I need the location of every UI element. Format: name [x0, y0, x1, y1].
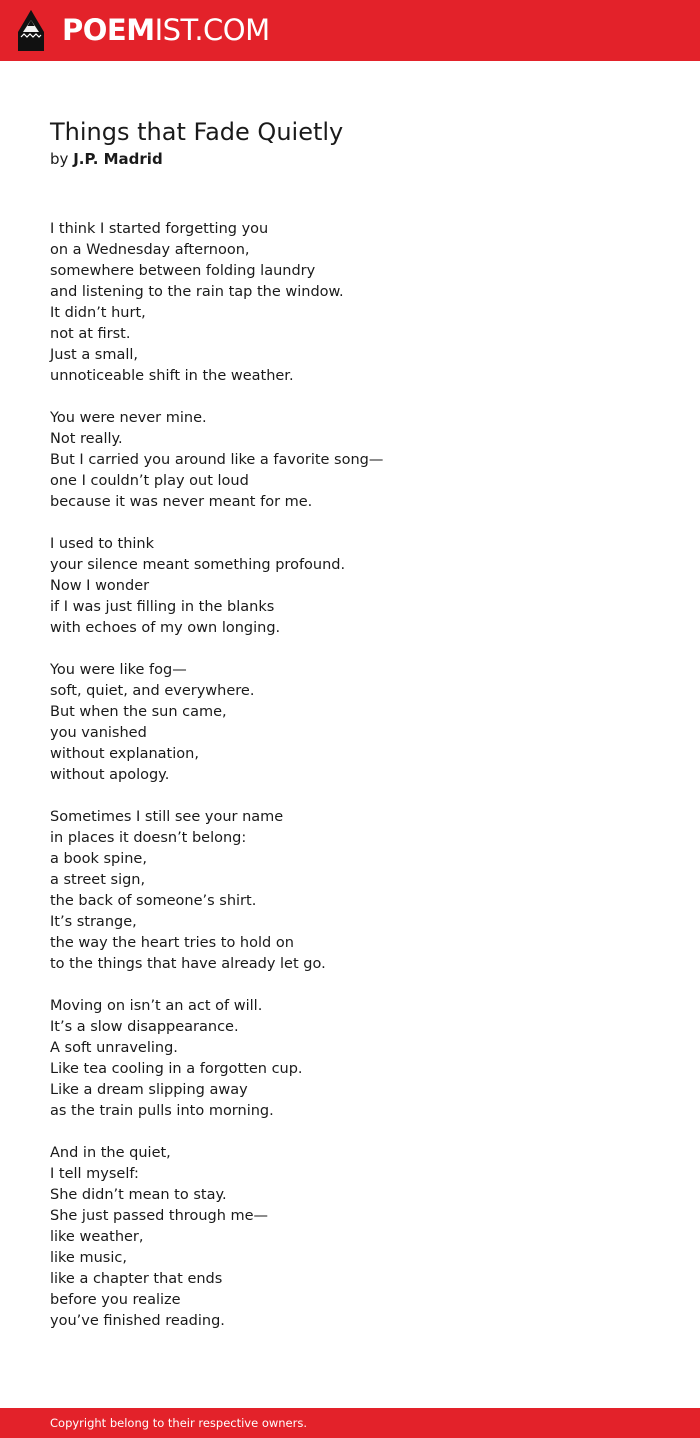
poem-line: It didn’t hurt, — [50, 305, 146, 321]
poem-line: You were like fog— — [50, 662, 187, 678]
poem-line: one I couldn’t play out loud — [50, 473, 249, 489]
poem-line: I tell myself: — [50, 1166, 139, 1182]
poem-line: the way the heart tries to hold on — [50, 935, 294, 951]
poem-line: like music, — [50, 1250, 127, 1266]
poem-line: as the train pulls into morning. — [50, 1103, 274, 1119]
logo-light-text: IST.COM — [154, 13, 270, 47]
poem-line: without apology. — [50, 767, 170, 783]
poem-line: on a Wednesday afternoon, — [50, 242, 250, 258]
poem-line: She didn’t mean to stay. — [50, 1187, 227, 1203]
poem-line: Like a dream slipping away — [50, 1082, 248, 1098]
poem-line: But I carried you around like a favorite song— — [50, 452, 384, 468]
poem-line: to the things that have already let go. — [50, 956, 326, 972]
poem-body — [50, 219, 650, 1353]
logo-bold-text: POEM — [62, 13, 155, 47]
poem-line: somewhere between folding laundry — [50, 263, 316, 279]
site-logo[interactable] — [62, 12, 270, 48]
poem-line: I think I started forgetting you — [50, 221, 269, 237]
poem-line: Like tea cooling in a forgotten cup. — [50, 1061, 303, 1077]
poem-line: You were never mine. — [50, 410, 207, 426]
poem-stanza — [50, 408, 650, 513]
poem-line: before you realize — [50, 1292, 181, 1308]
poem-line: you’ve finished reading. — [50, 1313, 225, 1329]
poem-stanza — [50, 807, 650, 975]
poem-line: if I was just filling in the blanks — [50, 599, 275, 615]
poem-stanza — [50, 996, 650, 1122]
byline-prefix: by — [50, 150, 69, 168]
poem-line: a street sign, — [50, 872, 146, 888]
copyright-text: Copyright belong to their respective owners. — [50, 1416, 308, 1430]
site-header — [0, 0, 700, 61]
poem-line: I used to think — [50, 536, 155, 552]
poem-line: It’s a slow disappearance. — [50, 1019, 239, 1035]
poem-line: not at first. — [50, 326, 131, 342]
poem-line: Not really. — [50, 431, 123, 447]
poem-line: She just passed through me— — [50, 1208, 269, 1224]
poem-line: with echoes of my own longing. — [50, 620, 281, 636]
poem-line: your silence meant something profound. — [50, 557, 346, 573]
pencil-logo-icon[interactable] — [18, 10, 44, 51]
poem-line: It’s strange, — [50, 914, 137, 930]
poem-stanza — [50, 1143, 650, 1332]
byline — [50, 149, 163, 169]
poem-line: like a chapter that ends — [50, 1271, 223, 1287]
poem-line: the back of someone’s shirt. — [50, 893, 257, 909]
poem-line: like weather, — [50, 1229, 144, 1245]
poem-line: without explanation, — [50, 746, 199, 762]
poem-line: Sometimes I still see your name — [50, 809, 284, 825]
poem-stanza — [50, 534, 650, 639]
poem-line: But when the sun came, — [50, 704, 227, 720]
poem-line: in places it doesn’t belong: — [50, 830, 247, 846]
poem-line: Moving on isn’t an act of will. — [50, 998, 263, 1014]
poem-line: soft, quiet, and everywhere. — [50, 683, 255, 699]
poem-line: a book spine, — [50, 851, 147, 867]
poem-title: Things that Fade Quietly — [50, 118, 344, 146]
poem-line: Now I wonder — [50, 578, 150, 594]
poem-line: and listening to the rain tap the window. — [50, 284, 344, 300]
poem-line: unnoticeable shift in the weather. — [50, 368, 294, 384]
poem-stanza — [50, 219, 650, 387]
poem-line: A soft unraveling. — [50, 1040, 178, 1056]
poem-line: because it was never meant for me. — [50, 494, 313, 510]
site-footer — [0, 1408, 700, 1438]
poem-stanza — [50, 660, 650, 786]
poem-line: Just a small, — [50, 347, 139, 363]
poem-line: And in the quiet, — [50, 1145, 171, 1161]
poem-line: you vanished — [50, 725, 147, 741]
author-name: J.P. Madrid — [73, 150, 163, 168]
